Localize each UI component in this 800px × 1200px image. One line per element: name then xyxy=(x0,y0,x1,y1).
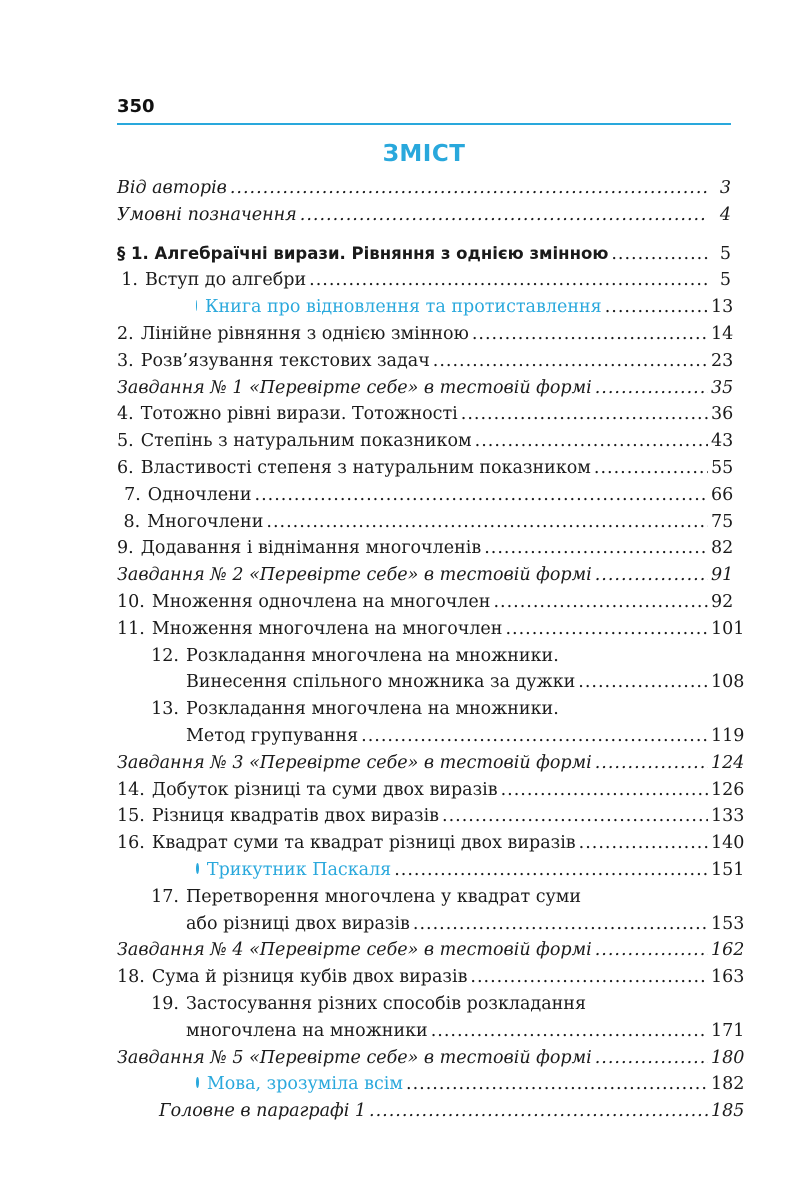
entry-title: Вступ до алгебри xyxy=(144,270,307,291)
item-number: 16. xyxy=(117,833,145,854)
toc-entry[interactable] xyxy=(117,777,745,804)
page-ref: 14 xyxy=(711,323,734,344)
toc-entry-line xyxy=(117,1098,745,1125)
toc-entry-line xyxy=(117,991,731,1018)
bullet-icon xyxy=(196,1077,199,1088)
page-ref: 5 xyxy=(719,243,731,264)
toc-entry[interactable] xyxy=(117,589,734,616)
dot-leader xyxy=(230,175,708,202)
dot-leader xyxy=(369,1098,708,1125)
toc-entry-line xyxy=(117,750,745,777)
item-number: 13. xyxy=(151,699,179,720)
entry-title: Многочлени xyxy=(147,511,264,532)
toc-entry[interactable] xyxy=(117,964,745,991)
toc-entry-continuation xyxy=(117,911,745,938)
toc-entry-line xyxy=(117,535,734,562)
dot-leader xyxy=(472,321,708,348)
item-number: 17. xyxy=(151,886,179,907)
page-ref: 55 xyxy=(711,457,734,478)
toc-entry-line xyxy=(117,696,731,723)
toc-entry[interactable] xyxy=(117,991,745,1045)
item-number: 6. xyxy=(117,457,134,478)
item-number: 5. xyxy=(117,431,134,452)
page-ref: 140 xyxy=(711,833,745,854)
page-ref: 43 xyxy=(711,431,734,452)
page-ref: 23 xyxy=(711,350,734,371)
page-ref: 171 xyxy=(711,1020,745,1041)
toc-entry[interactable] xyxy=(117,482,734,509)
page-ref: 3 xyxy=(719,178,731,198)
toc-entry[interactable] xyxy=(117,202,731,229)
dot-leader xyxy=(300,202,708,229)
entry-title: Тотожно рівні вирази. Тотожності xyxy=(140,404,458,425)
toc-entry-line xyxy=(117,857,745,884)
dot-leader xyxy=(595,375,708,402)
item-number: 7. xyxy=(124,484,141,505)
page-number: 350 xyxy=(117,96,155,117)
entry-title: Трикутник Паскаля xyxy=(206,859,392,880)
page-ref: 151 xyxy=(711,859,745,880)
entry-title: Сума й різниця кубів двох виразів xyxy=(151,967,468,988)
dot-leader xyxy=(501,777,708,804)
toc-entry[interactable] xyxy=(117,428,734,455)
page-ref: 5 xyxy=(719,270,731,291)
toc-entry[interactable] xyxy=(117,267,731,294)
page-ref: 66 xyxy=(711,484,734,505)
dot-leader xyxy=(413,911,708,938)
toc-entry-line xyxy=(117,428,734,455)
toc-entry-line xyxy=(117,241,731,268)
toc-entry-line xyxy=(117,964,745,991)
entry-title: Множення одночлена на многочлен xyxy=(151,591,491,612)
dot-leader xyxy=(461,401,708,428)
toc-entry[interactable] xyxy=(117,175,731,202)
toc-entry-line xyxy=(117,884,731,911)
page-ref: 4 xyxy=(719,204,731,225)
page-ref: 75 xyxy=(711,511,734,532)
toc-entry[interactable] xyxy=(117,616,745,643)
entry-title: Множення многочлена на многочлен xyxy=(151,618,503,639)
toc-entry-line xyxy=(117,375,734,402)
toc-entry[interactable] xyxy=(117,830,745,857)
header-rule xyxy=(117,123,731,125)
entry-title: Розв’язування текстових задач xyxy=(140,350,430,371)
toc-entry[interactable] xyxy=(117,1098,745,1125)
toc-entry-line xyxy=(117,175,731,202)
page-ref: 153 xyxy=(711,913,745,934)
toc-entry-continuation xyxy=(117,669,745,696)
toc-entry[interactable] xyxy=(117,1045,745,1072)
entry-title: Одночлени xyxy=(147,484,252,505)
toc-entry-line xyxy=(117,830,745,857)
item-number: 4. xyxy=(117,404,134,425)
toc-entry-line xyxy=(117,455,734,482)
toc-entry-line xyxy=(117,401,734,428)
toc-entry[interactable] xyxy=(117,1071,745,1098)
toc-entry-continuation xyxy=(117,1018,745,1045)
toc-entry[interactable] xyxy=(117,241,731,268)
toc-entry-line xyxy=(117,1045,745,1072)
dot-leader xyxy=(595,937,708,964)
dot-leader xyxy=(595,1045,708,1072)
entry-title: Завдання № 2 «Перевірте себе» в тестовій формі xyxy=(117,565,592,586)
item-number: 1. xyxy=(121,270,138,291)
entry-title: Книга про відновлення та протиставлення xyxy=(204,297,602,318)
page-ref: 13 xyxy=(711,297,734,318)
page-ref: 35 xyxy=(711,377,734,398)
toc-entry-line xyxy=(117,482,734,509)
item-number: 14. xyxy=(117,779,145,800)
page-ref: 36 xyxy=(711,404,734,425)
item-number: 11. xyxy=(117,618,145,639)
toc-entry[interactable] xyxy=(117,455,734,482)
dot-leader xyxy=(406,1071,708,1098)
entry-title: Мова, зрозуміла всім xyxy=(206,1074,403,1095)
item-number: 12. xyxy=(151,645,179,666)
entry-title-continued: Винесення спільного множника за дужки xyxy=(186,672,576,693)
entry-title: Лінійне рівняння з однією змінною xyxy=(140,323,469,344)
entry-title: Завдання № 1 «Перевірте себе» в тестовій формі xyxy=(117,377,592,398)
entry-title: Завдання № 5 «Перевірте себе» в тестовій формі xyxy=(117,1047,592,1068)
entry-title: Додавання і віднімання многочленів xyxy=(140,538,482,559)
dot-leader xyxy=(433,348,708,375)
entry-title: Квадрат суми та квадрат різниці двох виразів xyxy=(151,833,576,854)
page-ref: 180 xyxy=(711,1047,745,1068)
entry-title: Розкладання многочлена на множники. xyxy=(186,699,559,720)
toc-entry-line xyxy=(117,937,745,964)
toc-entry-line xyxy=(117,267,731,294)
dot-leader xyxy=(579,830,708,857)
toc-entry-line xyxy=(117,348,734,375)
page-ref: 162 xyxy=(711,940,745,961)
dot-leader xyxy=(442,803,708,830)
page-ref: 163 xyxy=(711,967,745,988)
page-ref: 133 xyxy=(711,806,745,827)
toc-entry[interactable] xyxy=(117,750,745,777)
entry-title: Завдання № 3 «Перевірте себе» в тестовій формі xyxy=(117,752,592,773)
entry-title: Від авторів xyxy=(117,178,227,198)
entry-title: Властивості степеня з натуральним показником xyxy=(140,457,591,478)
toc-entry-line xyxy=(117,562,734,589)
toc-entry-line xyxy=(117,643,731,670)
toc-entry-line xyxy=(117,616,745,643)
entry-title-continued: Метод групування xyxy=(186,725,359,746)
entry-title: Добуток різниці та суми двох виразів xyxy=(151,779,498,800)
entry-title: Застосування різних способів розкладання xyxy=(186,993,587,1014)
item-number: 18. xyxy=(117,967,145,988)
toc-entry[interactable] xyxy=(117,937,745,964)
dot-leader xyxy=(505,616,708,643)
item-number: 3. xyxy=(117,350,134,371)
dot-leader xyxy=(578,669,708,696)
dot-leader xyxy=(605,294,708,321)
toc-entry[interactable] xyxy=(117,401,734,428)
item-number: 19. xyxy=(151,993,179,1014)
dot-leader xyxy=(394,857,708,884)
entry-title-continued: або різниці двох виразів xyxy=(186,913,410,934)
toc-entry[interactable] xyxy=(117,294,734,321)
page-ref: 101 xyxy=(711,618,745,639)
page-ref: 108 xyxy=(711,672,745,693)
entry-title: Степінь з натуральним показником xyxy=(140,431,472,452)
toc-entry[interactable] xyxy=(117,643,745,697)
toc-entry[interactable] xyxy=(117,375,734,402)
toc-entry-line xyxy=(117,321,734,348)
page-ref: 119 xyxy=(711,725,745,746)
entry-title: Різниця квадратів двох виразів xyxy=(151,806,440,827)
toc-entry[interactable] xyxy=(117,509,734,536)
dot-leader xyxy=(361,723,708,750)
page-ref: 92 xyxy=(711,591,734,612)
page-title: ЗМІСТ xyxy=(382,141,466,167)
entry-title: Перетворення многочлена у квадрат суми xyxy=(186,886,582,907)
page-ref: 91 xyxy=(711,565,734,586)
toc-entry[interactable] xyxy=(117,857,745,884)
toc-entry-line xyxy=(117,509,734,536)
entry-title-continued: многочлена на множники xyxy=(186,1020,428,1041)
dot-leader xyxy=(309,267,708,294)
dot-leader xyxy=(595,562,708,589)
toc-entry-line xyxy=(117,294,734,321)
dot-leader xyxy=(431,1018,708,1045)
dot-leader xyxy=(484,535,708,562)
item-number: 15. xyxy=(117,806,145,827)
toc-entry-line xyxy=(117,777,745,804)
item-number: 10. xyxy=(117,591,145,612)
page-ref: 185 xyxy=(711,1101,745,1122)
bullet-icon xyxy=(196,863,199,874)
dot-leader xyxy=(255,482,709,509)
item-number: 9. xyxy=(117,538,134,559)
toc-entry-line xyxy=(117,1071,745,1098)
dot-leader xyxy=(475,428,708,455)
toc-entry-continuation xyxy=(117,723,745,750)
entry-title: Розкладання многочлена на множники. xyxy=(186,645,559,666)
item-number: 2. xyxy=(117,323,134,344)
toc-entry[interactable] xyxy=(117,348,734,375)
toc-entry[interactable] xyxy=(117,696,745,750)
entry-title: Завдання № 4 «Перевірте себе» в тестовій формі xyxy=(117,940,592,961)
entry-title: Умовні позначення xyxy=(117,204,297,225)
dot-leader xyxy=(611,241,708,268)
toc-entry-line xyxy=(117,589,734,616)
page-ref: 126 xyxy=(711,779,745,800)
dot-leader xyxy=(493,589,708,616)
dot-leader xyxy=(595,750,708,777)
toc-entry-line xyxy=(117,803,745,830)
dot-leader xyxy=(594,455,708,482)
table-of-contents xyxy=(117,175,745,1125)
bullet-icon xyxy=(196,300,197,311)
page-ref: 82 xyxy=(711,538,734,559)
toc-entry[interactable] xyxy=(117,321,734,348)
toc-entry[interactable] xyxy=(117,884,745,938)
toc-entry[interactable] xyxy=(117,535,734,562)
page-ref: 182 xyxy=(711,1074,745,1095)
dot-leader xyxy=(470,964,708,991)
toc-entry-line xyxy=(117,202,731,229)
toc-entry[interactable] xyxy=(117,562,734,589)
toc-entry[interactable] xyxy=(117,803,745,830)
entry-title: Головне в параграфі 1 xyxy=(159,1101,366,1122)
page-ref: 124 xyxy=(711,752,745,773)
item-number: 8. xyxy=(123,511,141,532)
section-title: § 1. Алгебраїчні вирази. Рівняння з однією змінною xyxy=(117,243,609,263)
dot-leader xyxy=(266,509,708,536)
